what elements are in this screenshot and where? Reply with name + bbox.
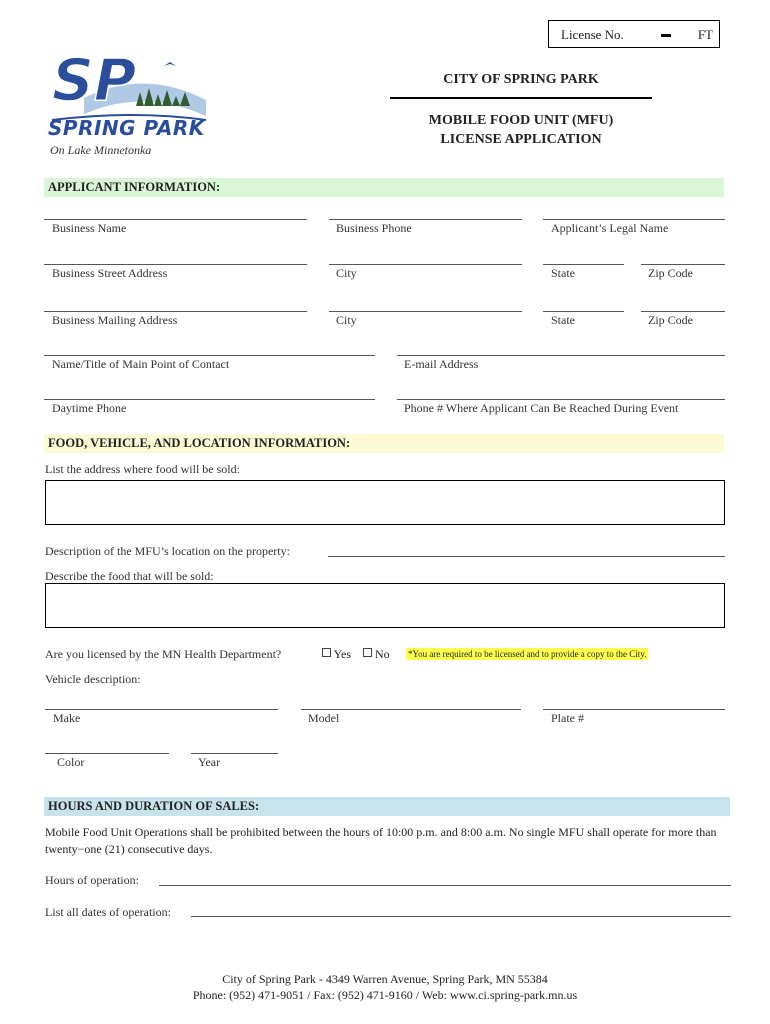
- legal-name-field[interactable]: [543, 219, 725, 220]
- legal-name-label: Applicant’s Legal Name: [551, 221, 669, 235]
- contact-field[interactable]: [44, 355, 375, 356]
- state-field[interactable]: [543, 264, 624, 265]
- business-name-label: Business Name: [52, 221, 127, 235]
- vehicle-prompt: Vehicle description:: [45, 672, 141, 686]
- contact-label: Name/Title of Main Point of Contact: [52, 357, 230, 371]
- business-name-field[interactable]: [44, 219, 307, 220]
- food-prompt: Describe the food that will be sold:: [45, 569, 214, 583]
- dates-field[interactable]: [191, 916, 731, 917]
- food-description-box[interactable]: [45, 583, 725, 628]
- form-title-line-2: LICENSE APPLICATION: [440, 132, 602, 147]
- email-label: E-mail Address: [404, 357, 479, 371]
- logo-name: SPRING PARK: [48, 116, 205, 140]
- hours-section-heading: HOURS AND DURATION OF SALES:: [44, 797, 730, 816]
- model-label: Model: [308, 711, 340, 725]
- business-phone-label: Business Phone: [336, 221, 412, 235]
- daytime-phone-label: Daytime Phone: [52, 401, 127, 415]
- title-divider: [390, 97, 652, 99]
- no-label: No: [375, 647, 390, 661]
- city-label: City: [336, 266, 357, 280]
- color-field[interactable]: [45, 753, 169, 754]
- plate-field[interactable]: [543, 709, 725, 710]
- license-dash: [661, 34, 671, 37]
- make-label: Make: [53, 711, 81, 725]
- footer-contact: Phone: (952) 471-9051 / Fax: (952) 471-9160 / Web: www.ci.spring-park.mn.us: [192, 988, 578, 1002]
- event-phone-label: Phone # Where Applicant Can Be Reached During Event: [404, 401, 679, 415]
- daytime-phone-field[interactable]: [44, 399, 375, 400]
- hours-field[interactable]: [159, 885, 731, 886]
- svg-text:SP: SP: [52, 48, 137, 114]
- event-phone-field[interactable]: [397, 399, 725, 400]
- applicant-section-heading: APPLICANT INFORMATION:: [44, 178, 724, 197]
- no-checkbox[interactable]: [363, 648, 372, 657]
- color-label: Color: [57, 755, 85, 769]
- street-address-label: Business Street Address: [52, 266, 168, 280]
- form-title-line-1: MOBILE FOOD UNIT (MFU): [428, 113, 614, 128]
- footer-address: City of Spring Park - 4349 Warren Avenue, Spring Park, MN 55384: [222, 972, 548, 986]
- license-number-box[interactable]: [548, 20, 720, 48]
- health-question: Are you licensed by the MN Health Department?: [45, 647, 282, 661]
- address-prompt: List the address where food will be sold:: [45, 462, 240, 476]
- food-section-heading: FOOD, VEHICLE, AND LOCATION INFORMATION:: [44, 434, 724, 453]
- state-label: State: [551, 266, 575, 280]
- mailing-address-field[interactable]: [44, 311, 307, 312]
- spring-park-logo: [44, 48, 214, 163]
- mailing-address-label: Business Mailing Address: [52, 313, 178, 327]
- hours-paragraph: Mobile Food Unit Operations shall be prohibited between the hours of 10:00 p.m. and 8:00 a.m. No single MFU shall operate for more than twenty−one (21) consecutive days.: [45, 825, 717, 856]
- make-field[interactable]: [45, 709, 278, 710]
- health-note: *You are required to be licensed and to provide a copy to the City.: [408, 649, 647, 659]
- location-prompt: Description of the MFU’s location on the property:: [45, 544, 290, 558]
- mailing-state-field[interactable]: [543, 311, 624, 312]
- logo-tagline: On Lake Minnetonka: [50, 143, 152, 157]
- street-address-field[interactable]: [44, 264, 307, 265]
- dates-prompt: List all dates of operation:: [45, 905, 171, 919]
- model-field[interactable]: [301, 709, 521, 710]
- sale-address-box[interactable]: [45, 480, 725, 525]
- plate-label: Plate #: [551, 711, 584, 725]
- yes-label: Yes: [333, 647, 352, 661]
- yes-checkbox[interactable]: [322, 648, 331, 657]
- license-suffix: FT: [697, 27, 713, 42]
- year-field[interactable]: [191, 753, 278, 754]
- city-field[interactable]: [329, 264, 522, 265]
- year-label: Year: [198, 755, 221, 769]
- mailing-zip-label: Zip Code: [648, 313, 693, 327]
- yes-option[interactable]: [322, 647, 351, 662]
- form-title: [390, 111, 652, 149]
- zip-field[interactable]: [641, 264, 725, 265]
- zip-label: Zip Code: [648, 266, 693, 280]
- business-phone-field[interactable]: [329, 219, 522, 220]
- email-field[interactable]: [397, 355, 725, 356]
- mailing-zip-field[interactable]: [641, 311, 725, 312]
- mailing-city-label: City: [336, 313, 357, 327]
- license-label: License No.: [561, 27, 624, 42]
- city-title: CITY OF SPRING PARK: [443, 72, 599, 87]
- mailing-state-label: State: [551, 313, 575, 327]
- no-option[interactable]: [363, 647, 390, 662]
- mailing-city-field[interactable]: [329, 311, 522, 312]
- location-field[interactable]: [328, 556, 725, 557]
- hours-prompt: Hours of operation:: [45, 873, 139, 887]
